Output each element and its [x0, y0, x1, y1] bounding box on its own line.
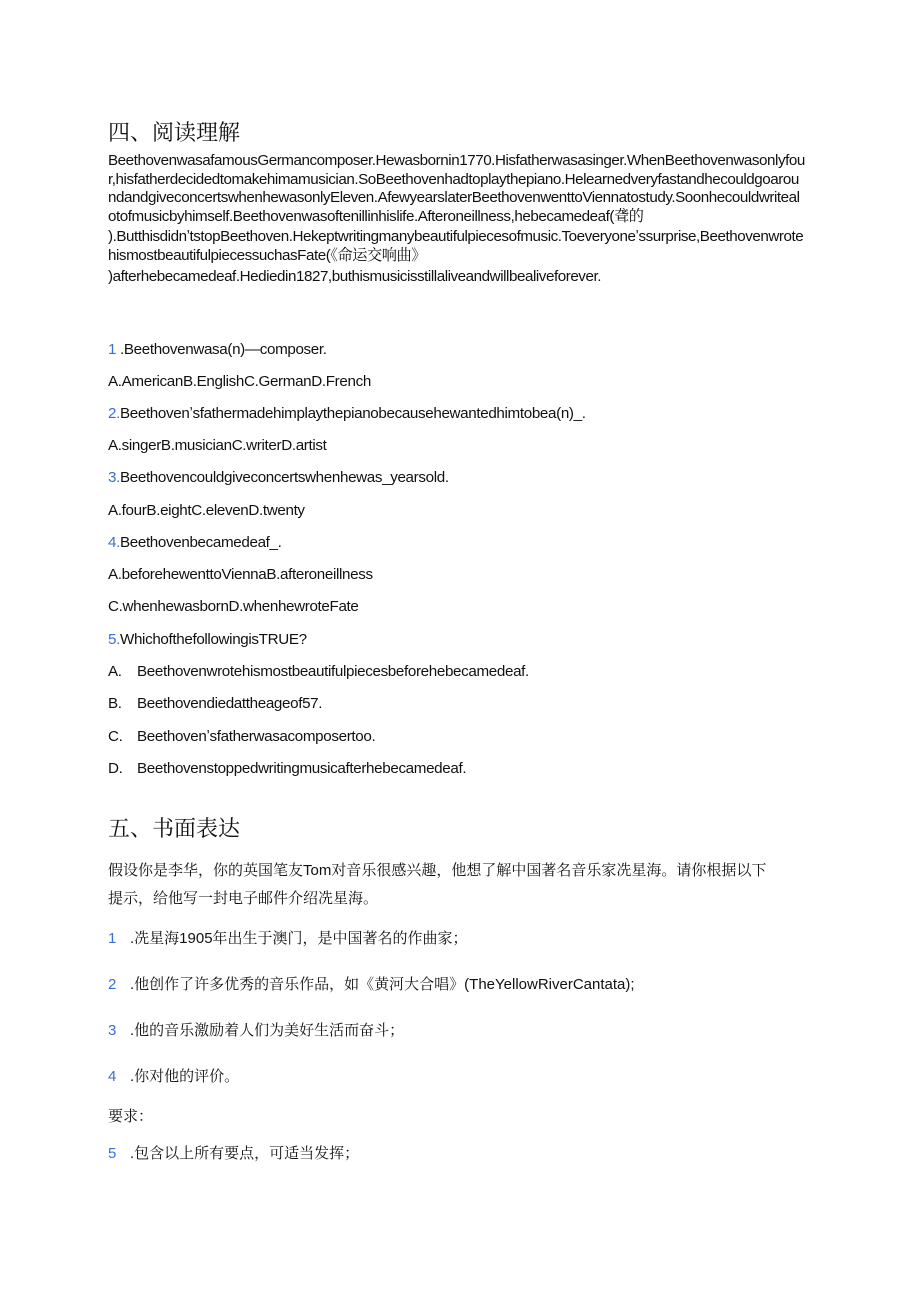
point-number: 3 [108, 1022, 117, 1039]
passage-paragraph-3: )afterhebecamedeaf.Hediedin1827,buthismusicisstillaliveandwillbealiveforever. [108, 267, 601, 285]
requirement-1 [108, 1144, 808, 1164]
question-4-options-a: A.beforehewenttoViennaB.afteroneillness [108, 566, 373, 583]
requirements-label: 要求： [108, 1108, 154, 1125]
requirement-number: 5 [108, 1145, 117, 1162]
question-3-options: A.fourB.eightC.elevenD.twenty [108, 502, 305, 519]
question-1 [108, 340, 808, 360]
section-heading-writing: 五、书面表达 [108, 816, 241, 841]
question-text: WhichofthefollowingisTRUE? [119, 631, 307, 648]
question-number: 1 [108, 341, 117, 358]
writing-prompt [108, 857, 828, 913]
passage-paragraph-2: ).ButthisdidnʼtstopBeethoven.Hekeptwritingmanybeautifulpiecesofmusic.Toeveryoneʼssurprise,BeethovenwrotehismostbeautifulpiecessuchasFate(《命运交响曲》 [108, 228, 804, 264]
question-5-option-b [108, 694, 808, 714]
question-text: .Beethovenwasa(n)—composer. [116, 341, 327, 358]
requirement-text: .包含以上所有要点，可适当发挥； [130, 1145, 360, 1162]
question-4-options-b: C.whenhewasbornD.whenhewroteFate [108, 598, 359, 615]
option-letter: D. [108, 760, 123, 777]
question-number: 5. [108, 631, 120, 648]
option-letter: A. [108, 663, 122, 680]
point-number: 2 [108, 976, 117, 993]
point-text: .冼星海1905年出生于澳门，是中国著名的作曲家； [130, 930, 468, 947]
point-number: 4 [108, 1068, 117, 1085]
question-5-option-d [108, 759, 808, 779]
option-letter: C. [108, 728, 123, 745]
passage-paragraph-1: BeethovenwasafamousGermancomposer.Hewasbornin1770.Hisfatherwasasinger.WhenBeethovenwasonlyfour,hisfatherdecidedtomakehimamusician.SoBeethovenhadtoplaythepiano.HelearnedveryfastandhecouldgoaroundandgiveconcertswhenhewasonlyEleven.AfewyearslaterBeethovenwenttoViennatostudy.Soonhecouldwritealotofmusicbyhimself.Beethovenwasoftenillinhislife.Afteroneillness,hebecamedeaf(聋的 [108, 152, 805, 225]
question-2-options: A.singerB.musicianC.writerD.artist [108, 437, 327, 454]
question-1-options: A.AmericanB.EnglishC.GermanD.French [108, 373, 371, 390]
reading-passage [108, 152, 806, 286]
point-text: .你对他的评价。 [130, 1068, 240, 1085]
question-5-option-c [108, 727, 808, 747]
section-heading-reading: 四、阅读理解 [108, 120, 241, 145]
writing-point-2 [108, 975, 808, 995]
option-text: Beethovenstoppedwritingmusicafterhebecamedeaf. [137, 760, 467, 777]
question-number: 3. [108, 469, 120, 486]
question-number: 4. [108, 534, 120, 551]
question-5-option-a [108, 662, 808, 682]
point-number: 1 [108, 930, 117, 947]
option-text: Beethovendiedattheageof57. [137, 695, 323, 712]
option-text: Beethovenʼsfatherwasacomposertoo. [137, 728, 376, 745]
question-4 [108, 533, 808, 553]
option-text: Beethovenwrotehismostbeautifulpiecesbeforehebecamedeaf. [137, 663, 529, 680]
question-number: 2. [108, 405, 120, 422]
writing-point-3 [108, 1021, 808, 1041]
question-text: Beethovencouldgiveconcertswhenhewas_yearsold. [119, 469, 449, 486]
question-3 [108, 468, 808, 488]
question-text: Beethovenbecamedeaf_. [119, 534, 282, 551]
point-text: .他的音乐激励着人们为美好生活而奋斗； [130, 1022, 405, 1039]
question-2 [108, 404, 808, 424]
question-5 [108, 630, 808, 650]
question-text: Beethovenʼsfathermadehimplaythepianobecausehewantedhimtobea(n)_. [119, 405, 586, 422]
prompt-line-1: 假设你是李华，你的英国笔友Tom对音乐很感兴趣，他想了解中国著名音乐家冼星海。请你根据以下 [108, 862, 767, 879]
point-text: .他创作了许多优秀的音乐作品，如《黄河大合唱》(TheYellowRiverCantata); [130, 976, 635, 993]
writing-point-4 [108, 1067, 808, 1087]
option-letter: B. [108, 695, 122, 712]
writing-point-1 [108, 929, 808, 949]
prompt-line-2: 提示，给他写一封电子邮件介绍冼星海。 [108, 890, 379, 907]
